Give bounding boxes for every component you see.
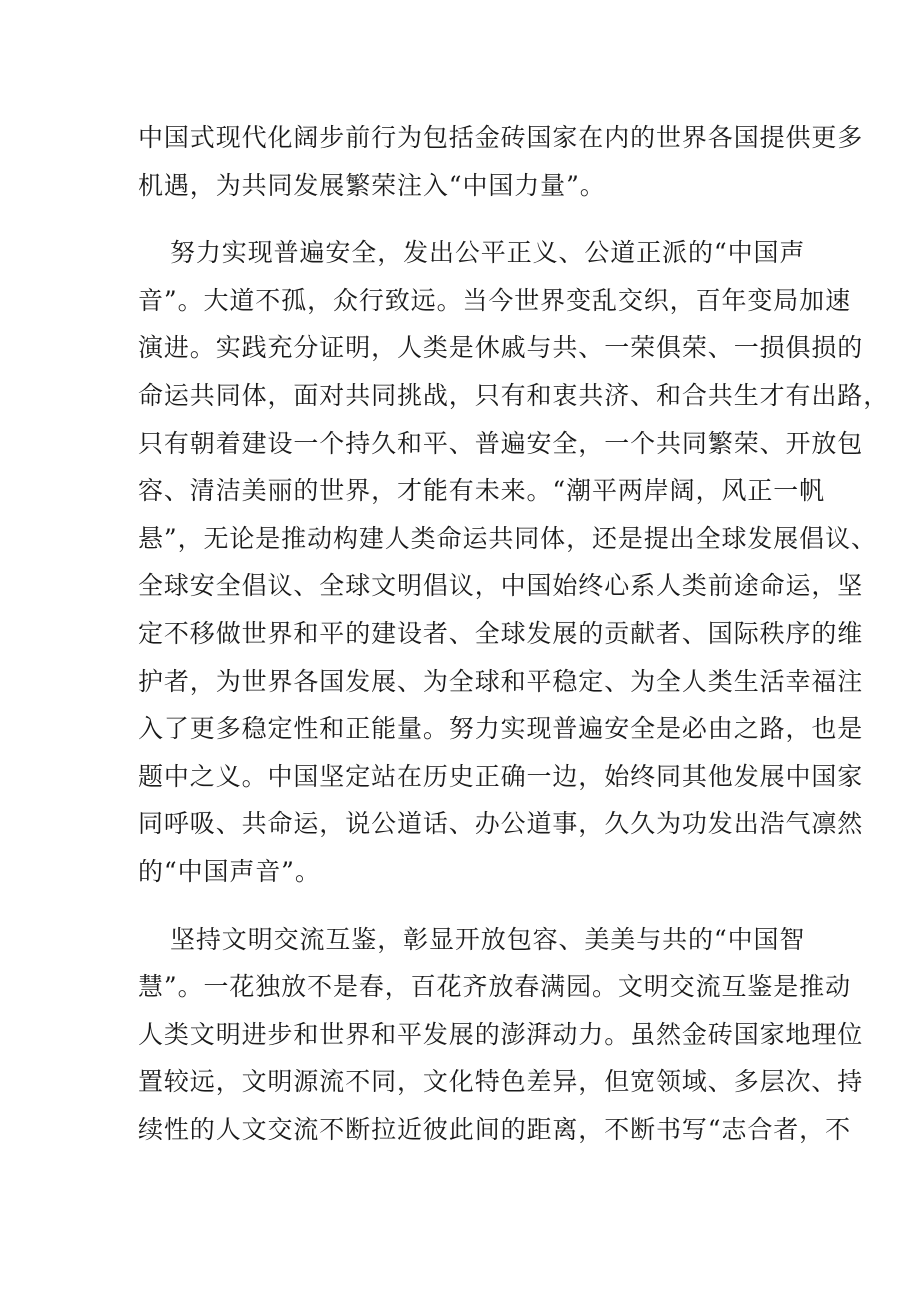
paragraph-line: 人类文明进步和世界和平发展的澎湃动力。虽然金砖国家地理位 bbox=[138, 1019, 864, 1049]
paragraph-line: 置较远，文明源流不同，文化特色差异，但宽领域、多层次、持 bbox=[138, 1067, 864, 1097]
paragraph-line: 演进。实践充分证明，人类是休戚与共、一荣俱荣、一损俱损的 bbox=[138, 333, 864, 363]
paragraph-line: 只有朝着建设一个持久和平、普遍安全，一个共同繁荣、开放包 bbox=[138, 428, 864, 458]
paragraph-line: 中国式现代化阔步前行为包括金砖国家在内的世界各国提供更多 bbox=[138, 123, 864, 152]
paragraph-line: 坚持文明交流互鉴，彰显开放包容、美美与共的“中国智 bbox=[170, 924, 806, 954]
paragraph-line: 题中之义。中国坚定站在历史正确一边，始终同其他发展中国家 bbox=[138, 761, 864, 791]
paragraph-line: 护者，为世界各国发展、为全球和平稳定、为全人类生活幸福注 bbox=[138, 666, 864, 696]
paragraph-line: 入了更多稳定性和正能量。努力实现普遍安全是必由之路，也是 bbox=[138, 714, 864, 744]
paragraph-3 bbox=[138, 916, 864, 1154]
paragraph-spacer bbox=[138, 209, 818, 229]
document-body bbox=[138, 114, 890, 1153]
paragraph-2 bbox=[138, 229, 890, 895]
paragraph-line: 定不移做世界和平的建设者、全球发展的贡献者、国际秩序的维 bbox=[138, 618, 864, 648]
paragraph-line: 机遇，为共同发展繁荣注入“中国力量”。 bbox=[138, 170, 606, 200]
paragraph-line: 容、清洁美丽的世界，才能有未来。“潮平两岸阔，风正一帆 bbox=[138, 476, 826, 506]
paragraph-line: 音”。大道不孤，众行致远。当今世界变乱交织，百年变局加速 bbox=[138, 285, 851, 315]
paragraph-line: 慧”。一花独放不是春，百花齐放春满园。文明交流互鉴是推动 bbox=[138, 972, 851, 1002]
paragraph-line: 的“中国声音”。 bbox=[138, 856, 321, 886]
paragraph-line: 努力实现普遍安全，发出公平正义、公道正派的“中国声 bbox=[170, 238, 806, 268]
paragraph-line: 悬”，无论是推动构建人类命运共同体，还是提出全球发展倡议、 bbox=[138, 523, 877, 553]
paragraph-line: 同呼吸、共命运，说公道话、办公道事，久久为功发出浩气凛然 bbox=[138, 809, 864, 839]
paragraph-spacer bbox=[138, 896, 818, 916]
paragraph-line: 命运共同体，面对共同挑战，只有和衷共济、和合共生才有出路， bbox=[138, 380, 890, 410]
paragraph-1 bbox=[138, 114, 864, 209]
paragraph-line: 续性的人文交流不断拉近彼此间的距离，不断书写“志合者，不 bbox=[138, 1114, 851, 1144]
paragraph-line: 全球安全倡议、全球文明倡议，中国始终心系人类前途命运，坚 bbox=[138, 571, 864, 601]
